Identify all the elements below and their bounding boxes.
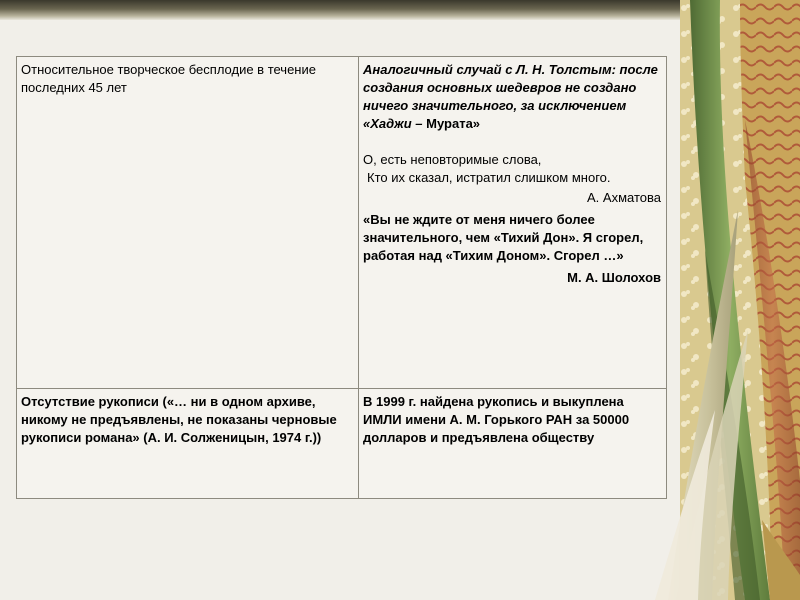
akhmatova-quote-line1: О, есть неповторимые слова, (363, 152, 542, 167)
table-cell-response (359, 57, 667, 389)
claim-text-1: Относительное творческое бесплодие в течение последних 45 лет (21, 62, 316, 95)
manuscript-found-text: В 1999 г. найдена рукопись и выкуплена ИМЛИ имени А. М. Горького РАН за 50000 долларов и предъявлена обществу (363, 394, 630, 445)
sholokhov-quote: «Вы не ждите от меня ничего более значительного, чем «Тихий Дон». Я сгорел, работая над «Тихим Доном». Сгорел …» (363, 212, 644, 263)
table-row (17, 389, 667, 499)
tolstoy-italic: Аналогичный случай с Л. Н. Толстым: после создания основных шедевров не создано ничего значительного, за исключением «Хаджи – (363, 62, 658, 131)
akhmatova-quote-line2: Кто их сказал, истратил слишком много. (367, 170, 611, 185)
claim-text-2: Отсутствие рукописи («… ни в одном архиве, никому не предъявлены, не показаны черновые рукописи романа» (А. И. Солженицын, 1974 г.)) (21, 394, 337, 445)
table-cell-claim (17, 57, 359, 389)
akhmatova-author: А. Ахматова (587, 190, 661, 205)
table-cell-claim (17, 389, 359, 499)
tolstoy-comparison-text (363, 61, 661, 133)
sholokhov-author: М. А. Шолохов (567, 270, 661, 285)
table-row (17, 57, 667, 389)
comparison-table (16, 56, 667, 499)
tolstoy-tail: Мурата» (422, 116, 481, 131)
table-cell-response (359, 389, 667, 499)
